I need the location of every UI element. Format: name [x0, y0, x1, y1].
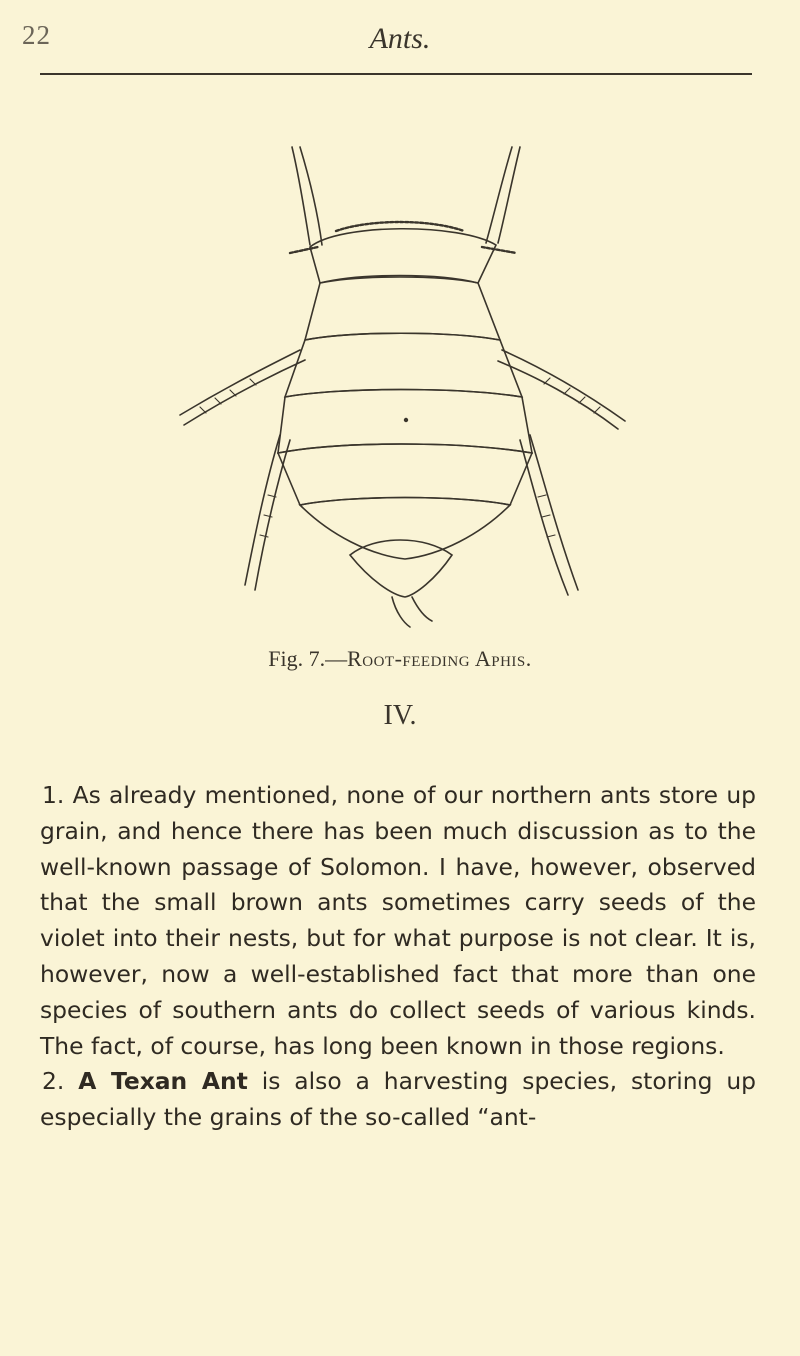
figure-title: Root-feeding Aphis.: [347, 646, 532, 671]
paragraph-2-term: A Texan Ant: [78, 1067, 248, 1096]
aphis-drawing: [160, 135, 640, 635]
left-antenna: [292, 147, 310, 245]
front-right-leg: [502, 350, 625, 421]
head-outline: [310, 229, 496, 283]
paragraph-2-number: 2.: [42, 1067, 65, 1096]
right-antenna: [498, 147, 520, 243]
paragraph-1-text: As already mentioned, none of our northern ants store up grain, and hence there has been much discussion as to the well-known passage of Solomon. I have, however, observed that the small brown ants sometimes carry seeds of the violet into their nests, but for what purpose is not clear. It is, however, now a well-established fact that more than one species of southern ants do collect seeds of various kinds. The fact, of course, has long been known in those regions.: [40, 781, 756, 1060]
paragraph-2: [40, 1064, 756, 1136]
paragraph-2-text: is also a harvesting species, storing up especially the grains of the so-called “ant-: [40, 1067, 757, 1132]
mid-right-leg-b: [520, 440, 568, 595]
segment-2: [285, 333, 522, 397]
figure-label: Fig. 7.—: [268, 646, 348, 671]
paragraph-1: [40, 778, 756, 1064]
body-text: [40, 778, 756, 1136]
page-number: 22: [22, 20, 51, 50]
front-left-leg: [180, 350, 300, 415]
segment-4: [278, 444, 532, 505]
paragraph-1-number: 1.: [42, 781, 65, 809]
aphis-illustration: [160, 135, 640, 635]
right-antenna-inner: [486, 147, 512, 243]
running-head: Ants.: [369, 22, 431, 55]
left-antenna-inner: [300, 147, 322, 245]
front-right-leg-b: [498, 361, 618, 429]
mid-right-leg: [530, 435, 578, 590]
section-number: IV.: [383, 700, 417, 731]
header-rule: [40, 73, 752, 75]
tail: [392, 597, 432, 627]
head-fringe: [290, 222, 516, 253]
segment-5: [300, 498, 510, 560]
mid-left-leg: [245, 435, 280, 585]
segment-1: [305, 277, 500, 340]
figure-caption: [0, 646, 800, 672]
